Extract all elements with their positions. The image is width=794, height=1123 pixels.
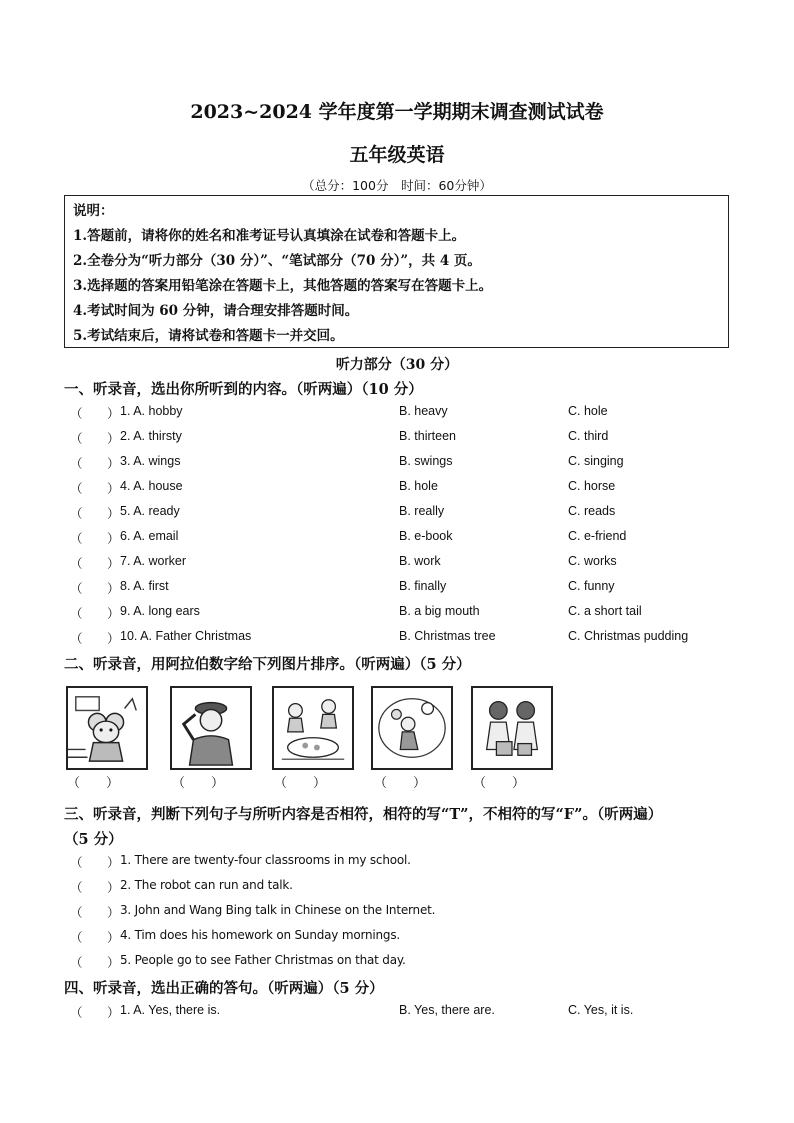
question-row [0, 454, 794, 476]
answer-paren-open: （ [70, 956, 83, 970]
option-b: B. work [399, 554, 441, 568]
question-row [0, 529, 794, 551]
question-row [0, 404, 794, 426]
option-c: C. singing [568, 454, 624, 468]
exam-subject: 五年级英语 [349, 144, 445, 166]
question-row [0, 429, 794, 451]
answer-paren-close: ） [107, 881, 120, 895]
picnic-drawing [274, 688, 352, 768]
option-c: C. horse [568, 479, 616, 493]
statement-row [0, 878, 794, 900]
option-c: C. Yes, it is. [568, 1003, 634, 1017]
answer-paren-close: ） [107, 407, 120, 421]
answer-paren-close: ） [107, 557, 120, 571]
statement-text: 2. The robot can run and talk. [120, 878, 293, 892]
answer-paren-close: ） [107, 632, 120, 646]
option-b: B. heavy [399, 404, 448, 418]
answer-paren-open: （ [70, 432, 83, 446]
section2-heading: 二、听录音，用阿拉伯数字给下列图片排序。（听两遍）（5 分） [64, 656, 471, 673]
statement-row [0, 853, 794, 875]
picture-children-gifts [471, 686, 553, 770]
statement-text: 4. Tim does his homework on Sunday mornings. [120, 928, 401, 942]
statement-text: 5. People go to see Father Christmas on that day. [120, 953, 406, 967]
option-a: 9. A. long ears [120, 604, 200, 618]
answer-paren-close: ） [107, 582, 120, 596]
answer-paren-open: （ [70, 906, 83, 920]
question-row [0, 604, 794, 626]
answer-paren-close: ） [107, 856, 120, 870]
answer-paren-open: （ [70, 856, 83, 870]
option-a: 7. A. worker [120, 554, 186, 568]
picture-answer-paren: （ ） [67, 776, 120, 791]
answer-paren-close: ） [107, 507, 120, 521]
option-a: 5. A. ready [120, 504, 180, 518]
statement-text: 3. John and Wang Bing talk in Chinese on the Internet. [120, 903, 436, 917]
answer-paren-close: ） [107, 956, 120, 970]
answer-paren-close: ） [107, 432, 120, 446]
statement-row [0, 953, 794, 975]
mouse-drawing [68, 688, 146, 768]
option-b: B. a big mouth [399, 604, 480, 618]
option-b: B. thirteen [399, 429, 456, 443]
option-c: C. third [568, 429, 609, 443]
instruction-item: 3.选择题的答案用铅笔涂在答题卡上，其他答题的答案写在答题卡上。 [73, 278, 493, 294]
picture-man-saluting [170, 686, 252, 770]
option-c: C. hole [568, 404, 608, 418]
option-c: C. a short tail [568, 604, 642, 618]
section3-heading: 三、听录音，判断下列句子与所听内容是否相符，相符的写“T”，不相符的写“F”。（听两遍） [64, 806, 663, 823]
picture-answer-paren: （ ） [473, 776, 526, 791]
option-a: 4. A. house [120, 479, 183, 493]
option-b: B. hole [399, 479, 438, 493]
answer-paren-close: ） [107, 906, 120, 920]
picture-picnic [272, 686, 354, 770]
instruction-item: 4.考试时间为 60 分钟，请合理安排答题时间。 [73, 303, 359, 319]
option-a: 2. A. thirsty [120, 429, 182, 443]
answer-paren-open: （ [70, 532, 83, 546]
question-row [0, 504, 794, 526]
option-b: B. Yes, there are. [399, 1003, 495, 1017]
instruction-item: 1.答题前，请将你的姓名和准考证号认真填涂在试卷和答题卡上。 [73, 228, 466, 244]
question-row [0, 579, 794, 601]
option-a: 1. A. hobby [120, 404, 183, 418]
picture-answer-paren: （ ） [374, 776, 427, 791]
answer-paren-close: ） [107, 607, 120, 621]
option-b: B. e-book [399, 529, 453, 543]
question-row [0, 479, 794, 501]
section4-heading: 四、听录音，选出正确的答句。（听两遍）（5 分） [64, 980, 384, 997]
children-drawing [373, 688, 451, 768]
statement-row [0, 928, 794, 950]
answer-paren-open: （ [70, 1006, 83, 1020]
man-drawing [172, 688, 250, 768]
option-a: 8. A. first [120, 579, 169, 593]
instructions-box [64, 195, 729, 348]
picture-children-ball [371, 686, 453, 770]
option-c: C. reads [568, 504, 616, 518]
statement-row [0, 903, 794, 925]
picture-mouse [66, 686, 148, 770]
option-b: B. Christmas tree [399, 629, 496, 643]
exam-title: 2023~2024 学年度第一学期期末调查测试试卷 [190, 101, 604, 123]
option-a: 6. A. email [120, 529, 179, 543]
option-c: C. funny [568, 579, 615, 593]
option-b: B. swings [399, 454, 453, 468]
question-row [0, 1003, 794, 1025]
instruction-item: 2.全卷分为“听力部分（30 分）”、“笔试部分（70 分）”，共 4 页。 [73, 253, 481, 269]
answer-paren-close: ） [107, 457, 120, 471]
answer-paren-open: （ [70, 557, 83, 571]
instructions-heading: 说明： [73, 203, 114, 219]
section3-heading-cont: （5 分） [64, 831, 123, 848]
statement-text: 1. There are twenty-four classrooms in my school. [120, 853, 411, 867]
question-row [0, 554, 794, 576]
answer-paren-open: （ [70, 457, 83, 471]
question-row [0, 629, 794, 651]
option-a: 10. A. Father Christmas [120, 629, 252, 643]
answer-paren-open: （ [70, 482, 83, 496]
answer-paren-close: ） [107, 482, 120, 496]
instruction-item: 5.考试结束后，请将试卷和答题卡一并交回。 [73, 328, 344, 344]
picture-answer-paren: （ ） [172, 776, 225, 791]
option-c: C. works [568, 554, 617, 568]
answer-paren-open: （ [70, 881, 83, 895]
option-a: 3. A. wings [120, 454, 181, 468]
answer-paren-open: （ [70, 632, 83, 646]
answer-paren-open: （ [70, 931, 83, 945]
option-b: B. finally [399, 579, 447, 593]
gifts-drawing [473, 688, 551, 768]
answer-paren-close: ） [107, 1006, 120, 1020]
option-c: C. Christmas pudding [568, 629, 689, 643]
answer-paren-close: ） [107, 532, 120, 546]
answer-paren-open: （ [70, 582, 83, 596]
answer-paren-open: （ [70, 507, 83, 521]
picture-answer-paren: （ ） [274, 776, 327, 791]
option-b: B. really [399, 504, 445, 518]
option-c: C. e-friend [568, 529, 627, 543]
option-a: 1. A. Yes, there is. [120, 1003, 221, 1017]
section1-heading: 一、听录音，选出你所听到的内容。（听两遍）（10 分） [64, 381, 423, 398]
listening-part-heading: 听力部分（30 分） [335, 357, 459, 373]
exam-meta: （总分：100分 时间：60分钟） [302, 178, 492, 193]
answer-paren-close: ） [107, 931, 120, 945]
answer-paren-open: （ [70, 407, 83, 421]
answer-paren-open: （ [70, 607, 83, 621]
